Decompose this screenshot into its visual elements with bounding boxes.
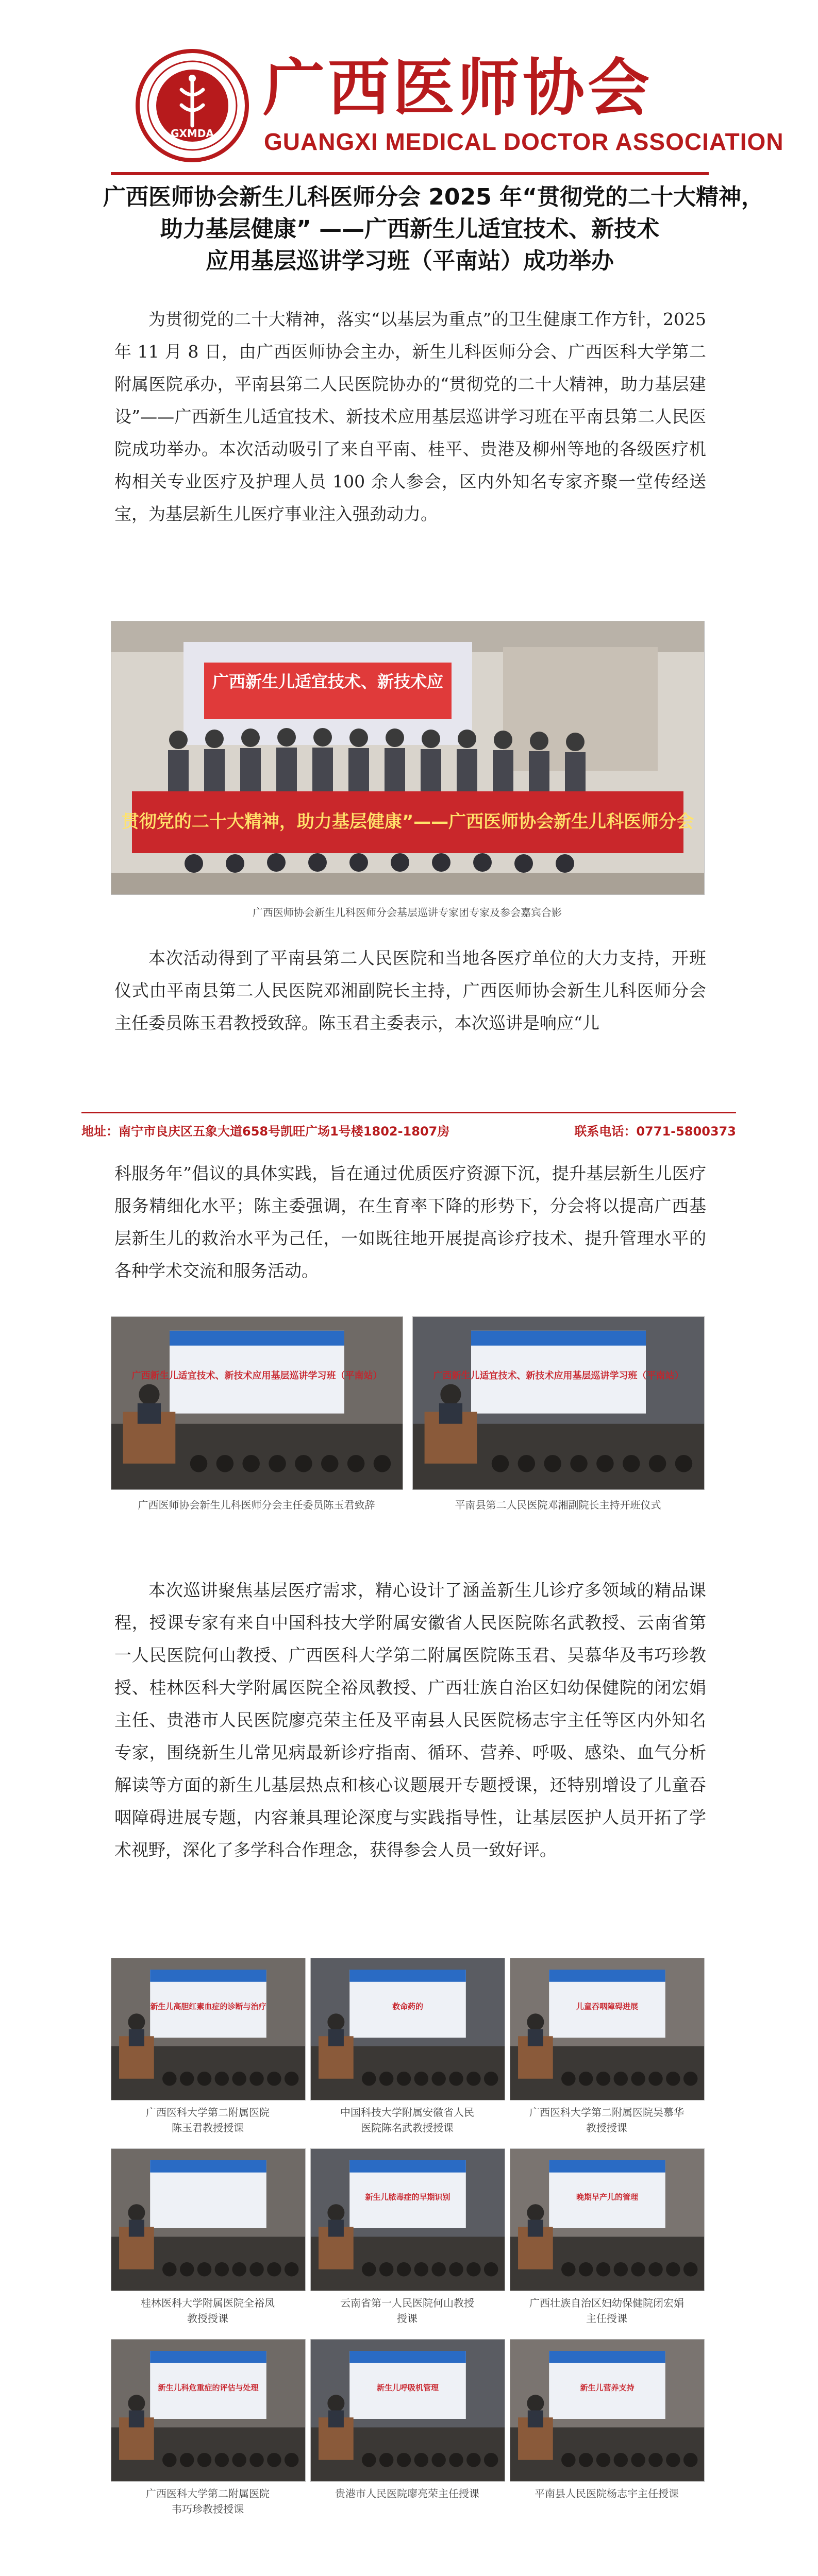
lecture-photo <box>510 2339 705 2482</box>
svg-text:新生儿科危重症的评估与处理: 新生儿科危重症的评估与处理 <box>158 2383 259 2393</box>
caption-line: 中国科技大学附属安徽省人民 <box>340 2106 474 2119</box>
title-line-3: 应用基层巡讲学习班（平南站）成功举办 <box>206 248 614 274</box>
letterhead <box>0 0 818 170</box>
svg-text:晚期早产儿的管理: 晚期早产儿的管理 <box>576 2192 639 2202</box>
association-name-cn: 广西医师协会 <box>263 53 653 124</box>
lecture-photo-image <box>311 2149 505 2291</box>
caption-line: 授课 <box>397 2312 418 2325</box>
caption-line: 教授授课 <box>187 2312 228 2325</box>
paragraph-text: 为贯彻党的二十大精神，落实“以基层为重点”的卫生健康工作方针，2025 年 11 月 8 日，由广西医师协会主办，新生儿科医师分会、广西医科大学第二附属医院承办，平南县第二人民医院协办的“贯彻党的二十大精神，助力基层建设”——广西新生儿适宜技术、新技术应用基层巡讲学习班在平南县第二人民医院成功举办。本次活动吸引了来自平南、桂平、贵港及柳州等地的各级医疗机构相关专业医疗及护理人员 100 余人参会，区内外知名专家齐聚一堂传经送宝，为基层新生儿医疗事业注入强劲动力。 <box>114 309 706 524</box>
paragraph-text: 本次巡讲聚焦基层医疗需求，精心设计了涵盖新生儿诊疗多领域的精品课程，授课专家有来自中国科技大学附属安徽省人民医院陈名武教授、云南省第一人民医院何山教授、广西医科大学第二附属医院陈玉君、吴慕华及韦巧珍教授、桂林医科大学附属医院全裕凤教授、广西壮族自治区妇幼保健院的闭宏娟主任、贵港市人民医院廖亮荣主任及平南县人民医院杨志宇主任等区内外知名专家，围绕新生儿常见病最新诊疗指南、循环、营养、呼吸、感染、血气分析解读等方面的新生儿基层热点和核心议题展开专题授课，还特别增设了儿童吞咽障碍进展专题，内容兼具理论深度与实践指导性，让基层医护人员开拓了学术视野，深化了多学科合作理念，获得参会人员一致好评。 <box>114 1580 706 1860</box>
svg-text:新生儿高胆红素血症的诊断与治疗: 新生儿高胆红素血症的诊断与治疗 <box>150 2002 266 2011</box>
paragraph-intro <box>114 303 706 530</box>
caption-line: 陈玉君教授授课 <box>172 2122 244 2134</box>
footer-address: 地址：南宁市良庆区五象大道658号凯旺广场1号楼1802-1807房 <box>81 1124 450 1139</box>
lecture-photo-image <box>111 2149 305 2291</box>
caption-line: 平南县人民医院杨志宇主任授课 <box>535 2487 679 2500</box>
lecture-photo-image <box>311 2340 505 2481</box>
footer-contact <box>81 1116 736 1144</box>
svg-text:新生儿呼吸机管理: 新生儿呼吸机管理 <box>376 2383 439 2393</box>
ceremony-photo-caption: 广西医师协会新生儿科医师分会主任委员陈玉君致辞 <box>138 1499 375 1511</box>
title-line-2: 助力基层健康” ——广西新生儿适宜技术、新技术 <box>160 216 660 242</box>
group-photo <box>111 621 705 895</box>
lecture-photo-caption <box>310 2486 504 2501</box>
svg-text:救命药的: 救命药的 <box>392 2002 424 2011</box>
lecture-photo-image <box>111 2340 305 2481</box>
svg-text:广西新生儿适宜技术、新技术应用基层巡讲学习班（平南站）: 广西新生儿适宜技术、新技术应用基层巡讲学习班（平南站） <box>433 1370 684 1382</box>
svg-text:新生儿营养支持: 新生儿营养支持 <box>580 2383 635 2393</box>
ceremony-photo-caption: 平南县第二人民医院邓湘副院长主持开班仪式 <box>455 1499 661 1511</box>
group-photo-caption: 广西医师协会新生儿科医师分会基层巡讲专家团专家及参会嘉宾合影 <box>253 906 562 919</box>
lecture-photo-image <box>111 1958 305 2100</box>
paragraph-lectures <box>114 1574 706 1866</box>
lecture-photo <box>510 2148 705 2291</box>
lecture-photo-caption <box>310 2105 504 2136</box>
lecture-photo-caption <box>510 2295 704 2326</box>
article-title <box>103 181 764 277</box>
svg-text:贯彻党的二十大精神，助力基层健康”——广西医师协会新生儿科医: 贯彻党的二十大精神，助力基层健康”——广西医师协会新生儿科医师分会 <box>121 811 694 832</box>
paragraph-continued <box>114 1157 706 1287</box>
lecture-photo <box>111 2339 306 2482</box>
lecture-photo-caption <box>310 2295 504 2326</box>
lecture-photo <box>111 2148 306 2291</box>
caption-line: 广西医科大学第二附属医院 <box>146 2106 270 2119</box>
lecture-photo-image <box>111 1317 403 1489</box>
paragraph-text: 本次活动得到了平南县第二人民医院和当地各医疗单位的大力支持，开班仪式由平南县第二人民医院邓湘副院长主持，广西医师协会新生儿科医师分会主任委员陈玉君教授致辞。陈玉君主委表示，本次巡讲是响应“儿 <box>114 948 706 1033</box>
caption-line: 广西壮族自治区妇幼保健院闭宏娟 <box>529 2297 684 2309</box>
svg-text:新生儿脓毒症的早期识别: 新生儿脓毒症的早期识别 <box>365 2192 450 2202</box>
lecture-photo-image <box>510 1958 704 2100</box>
lecture-photo <box>310 2339 505 2482</box>
lecture-photo-image <box>413 1317 704 1489</box>
svg-text:广西新生儿适宜技术、新技术应用基层巡讲学习班（平南站）: 广西新生儿适宜技术、新技术应用基层巡讲学习班（平南站） <box>131 1370 382 1382</box>
caption-line: 广西医科大学第二附属医院 <box>146 2487 270 2500</box>
caption-line: 主任授课 <box>586 2312 627 2325</box>
association-name-en: GUANGXI MEDICAL DOCTOR ASSOCIATION <box>264 128 784 155</box>
paragraph-opening <box>114 942 706 1039</box>
lecture-photo-caption <box>111 2295 305 2326</box>
lecture-photo <box>310 1958 505 2100</box>
caption-line: 桂林医科大学附属医院全裕凤 <box>141 2297 275 2309</box>
lecture-photo-image <box>510 2340 704 2481</box>
group-photo-image <box>111 621 704 894</box>
footer-phone: 联系电话：0771-5800373 <box>574 1124 736 1139</box>
lecture-photo-caption <box>510 2105 704 2136</box>
caption-line: 韦巧珍教授授课 <box>172 2503 244 2515</box>
lecture-photo <box>111 1958 306 2100</box>
lecture-photo-image <box>510 2149 704 2291</box>
association-seal-icon <box>135 48 249 163</box>
svg-text:GXMDA: GXMDA <box>171 127 214 140</box>
paragraph-text: 科服务年”倡议的具体实践，旨在通过优质医疗资源下沉，提升基层新生儿医疗服务精细化水平；陈主委强调，在生育率下降的形势下，分会将以提高广西基层新生儿的救治水平为己任，一如既往地开展提高诊疗技术、提升管理水平的各种学术交流和服务活动。 <box>114 1163 706 1281</box>
lecture-photo-image <box>311 1958 505 2100</box>
ceremony-photo <box>111 1316 403 1490</box>
caption-line: 云南省第一人民医院何山教授 <box>340 2297 474 2309</box>
caption-line: 贵港市人民医院廖亮荣主任授课 <box>335 2487 479 2500</box>
header-divider <box>111 172 709 175</box>
caption-line: 医院陈名武教授授课 <box>361 2122 454 2134</box>
footer-divider <box>81 1112 736 1113</box>
title-line-1: 广西医师协会新生儿科医师分会 2025 年“贯彻党的二十大精神， <box>103 184 764 210</box>
caption-line: 广西医科大学第二附属医院吴慕华 <box>529 2106 684 2119</box>
lecture-photo-caption <box>111 2105 305 2136</box>
lecture-photo <box>510 1958 705 2100</box>
caption-line: 教授授课 <box>586 2122 627 2134</box>
svg-text:广西新生儿适宜技术、新技术应: 广西新生儿适宜技术、新技术应 <box>212 672 444 691</box>
lecture-photo-caption <box>510 2486 704 2501</box>
lecture-photo <box>310 2148 505 2291</box>
lecture-photo-caption <box>111 2486 305 2517</box>
svg-text:儿童吞咽障碍进展: 儿童吞咽障碍进展 <box>576 2002 639 2011</box>
ceremony-photo <box>412 1316 705 1490</box>
